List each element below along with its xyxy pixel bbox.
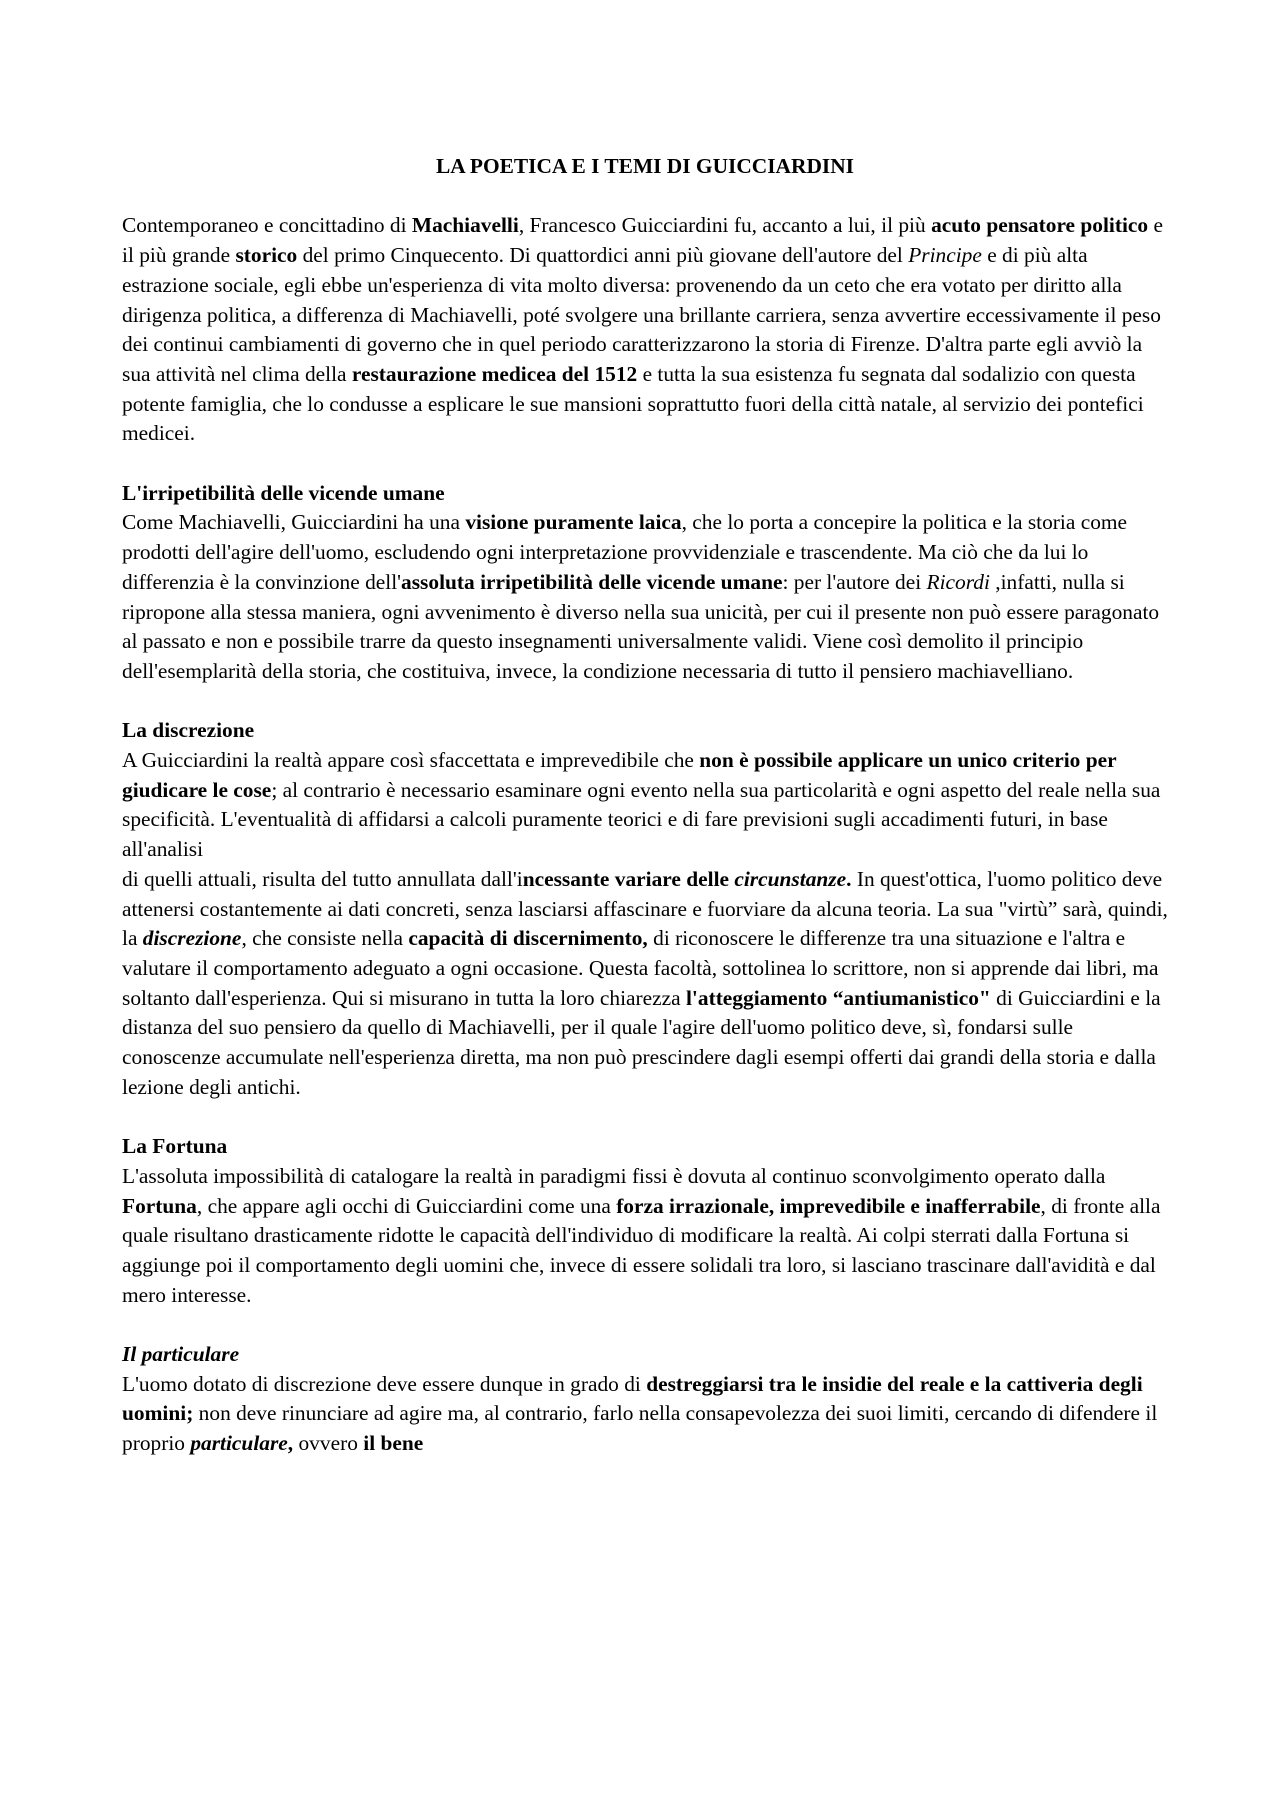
emphasis-text: Machiavelli [411, 213, 519, 238]
emphasis-text: restaurazione medicea del 1512 [351, 361, 638, 386]
emphasis-text: particulare [190, 1431, 288, 1456]
section-fortuna [122, 1132, 1168, 1310]
emphasis-text: destreggiarsi tra le insidie del reale e la cattiveria degli uomini; [122, 1371, 1143, 1426]
emphasis-text: il bene [363, 1431, 424, 1456]
section-heading: La discrezione [122, 718, 255, 743]
section-irripetibilita [122, 479, 1168, 687]
section-body: L'assoluta impossibilità di catalogare la realtà in paradigmi fissi è dovuta al continuo sconvolgimento operato dalla Fortuna, che appare agli occhi di Guicciardini come una forza irrazionale, imprevedibile e inafferrabile, di fronte alla quale risultano drasticamente ridotte le capacità dell'individuo di modificare la realtà. Ai colpi sterrati dalla Fortuna si aggiunge poi il comportamento degli uomini che, invece di essere solidali tra loro, si lasciano trascinare dall'avidità e dal mero interesse. [122, 1163, 1161, 1307]
emphasis-text: Principe [908, 243, 982, 268]
emphasis-text: acuto pensatore politico [931, 213, 1149, 238]
document-title: LA POETICA E I TEMI DI GUICCIARDINI [436, 154, 854, 178]
emphasis-text: Fortuna [122, 1193, 197, 1218]
section-body: L'uomo dotato di discrezione deve essere dunque in grado di destreggiarsi tra le insidie del reale e la cattiveria degli uomini; non deve rinunciare ad agire ma, al contrario, farlo nella consapevolezza dei suoi limiti, cercando di difendere il proprio particulare, ovvero il bene [122, 1371, 1158, 1456]
section-heading: Il particulare [122, 1342, 240, 1367]
document-page [122, 152, 1168, 1459]
emphasis-text: storico [235, 243, 298, 268]
emphasis-text: l'atteggiamento “antiumanistico" [685, 985, 991, 1010]
section-body: Come Machiavelli, Guicciardini ha una visione puramente laica, che lo porta a concepire la politica e la storia come prodotti dell'agire dell'uomo, escludendo ogni interpretazione provvidenziale e trascendente. Ma ciò che da lui lo differenzia è la convinzione dell'assoluta irripetibilità delle vicende umane: per l'autore dei Ricordi ,infatti, nulla si ripropone alla stessa maniera, ogni avvenimento è diverso nella sua unicità, per cui il presente non può essere paragonato al passato e non e possibile trarre da questo insegnamenti universalmente validi. Viene così demolito il principio dell'esemplarità della storia, che costituiva, invece, la condizione necessaria di tutto il pensiero machiavelliano. [122, 510, 1160, 683]
emphasis-text: non è possibile applicare un unico criterio per giudicare le cose [122, 748, 1117, 802]
emphasis-text: capacità di discernimento, [408, 926, 648, 951]
section-heading: La Fortuna [122, 1134, 228, 1159]
emphasis-text: circunstanze [734, 866, 847, 891]
section-particulare [122, 1340, 1168, 1459]
emphasis-text: forza irrazionale, imprevedibile e inafferrabile [616, 1193, 1041, 1218]
emphasis-text: assoluta irripetibilità delle vicende umane [401, 569, 783, 594]
emphasis-text: visione puramente laica [465, 510, 682, 535]
emphasis-text: Ricordi [926, 569, 990, 594]
intro-paragraph: Contemporaneo e concittadino di Machiavelli, Francesco Guicciardini fu, accanto a lui, il più acuto pensatore politico e il più grande storico del primo Cinquecento. Di quattordici anni più giovane dell'autore del Principe e di più alta estrazione sociale, egli ebbe un'esperienza di vita molto diversa: provenendo da un ceto che era votato per diritto alla dirigenza politica, a differenza di Machiavelli, poté svolgere una brillante carriera, senza avvertire eccessivamente il peso dei continui cambiamenti di governo che in quel periodo caratterizzarono la storia di Firenze. D'altra parte egli avviò la sua attività nel clima della restaurazione medicea del 1512 e tutta la sua esistenza fu segnata dal sodalizio con questa potente famiglia, che lo condusse a esplicare le sue mansioni soprattutto fuori della città natale, al servizio dei pontefici medicei. [122, 213, 1163, 446]
emphasis-text: . [846, 866, 852, 891]
section-heading: L'irripetibilità delle vicende umane [122, 480, 445, 505]
section-body: A Guicciardini la realtà appare così sfaccettata e imprevedibile che non è possibile applicare un unico criterio per giudicare le cose; al contrario è necessario esaminare ogni evento nella sua particolarità e ogni aspetto del reale nella sua specificità. L'eventualità di affidarsi a calcoli puramente teorici e di fare previsioni sugli accadimenti futuri, in base all'analisi di quelli attuali, risulta del tutto annullata dall'incessante variare delle circunstanze. In quest'ottica, l'uomo politico deve attenersi costantemente ai dati concreti, senza lasciarsi affascinare e fuorviare da alcuna teoria. La sua "virtù” sarà, quindi, la discrezione, che consiste nella capacità di discernimento, di riconoscere le differenze tra una situazione e l'altra e valutare il comportamento adeguato a ogni occasione. Questa facoltà, sottolinea lo scrittore, non si apprende dai libri, ma soltanto dall'esperienza. Qui si misurano in tutta la loro chiarezza l'atteggiamento “antiumanistico" di Guicciardini e la distanza del suo pensiero da quello di Machiavelli, per il quale l'agire dell'uomo politico deve, sì, fondarsi sulle conoscenze accumulate nell'esperienza diretta, ma non può prescindere dagli esempi offerti dai grandi della storia e dalla lezione degli antichi. [122, 748, 1168, 1099]
emphasis-text: ncessante variare delle [522, 866, 735, 891]
emphasis-text: , [287, 1431, 294, 1456]
emphasis-text: discrezione [142, 926, 242, 951]
section-discrezione [122, 716, 1168, 1102]
